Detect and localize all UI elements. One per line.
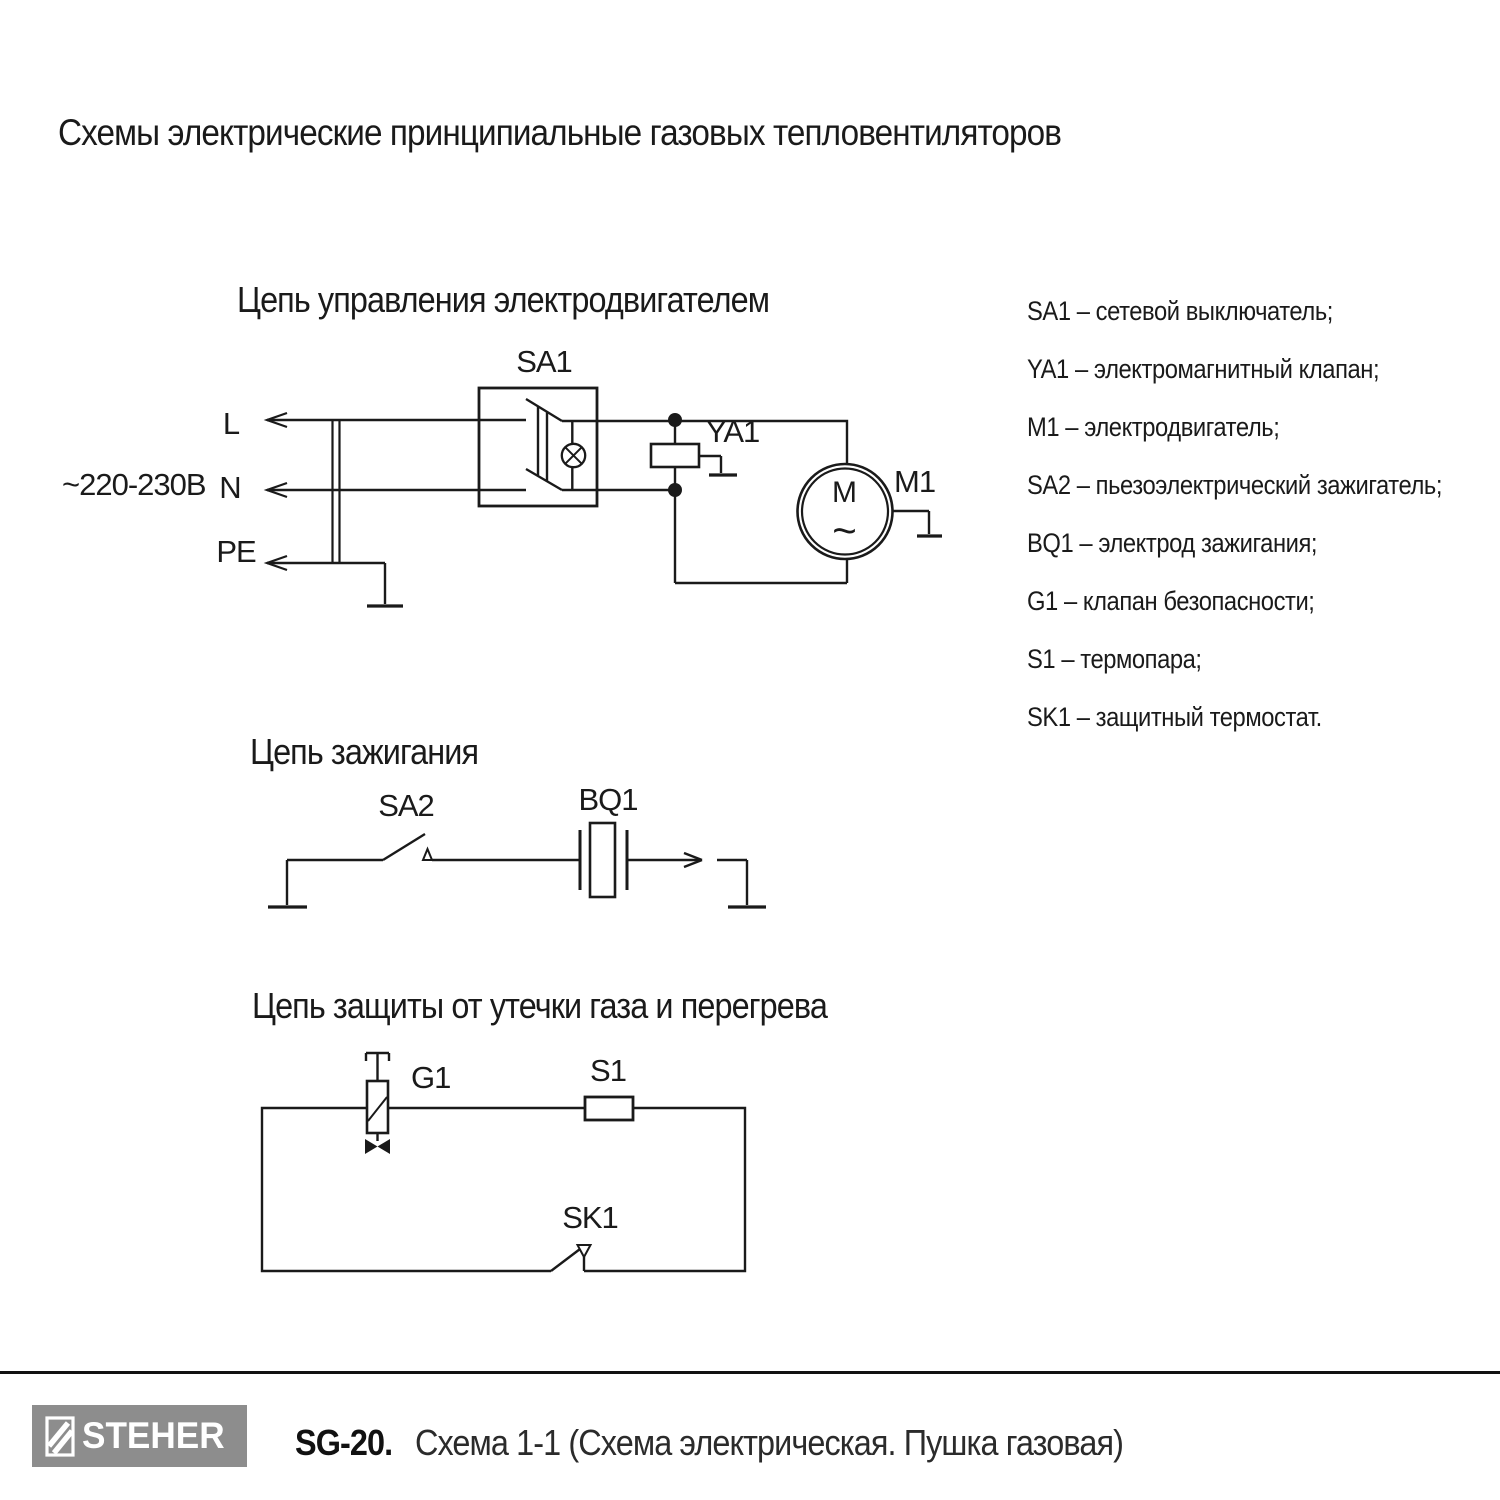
g1-label: G1 xyxy=(411,1060,451,1095)
junction-dot xyxy=(668,413,682,427)
cable-marker xyxy=(333,420,340,563)
circuit1-diagram xyxy=(40,340,960,650)
voltage-label: ~220-230В xyxy=(62,467,206,502)
legend-item-ya1: YA1 – электромагнитный клапан; xyxy=(1027,354,1380,384)
terminal-l-label: L xyxy=(222,406,240,441)
motor-letter: M xyxy=(832,476,856,509)
steher-logo-icon xyxy=(45,1416,75,1457)
sk1-label: SK1 xyxy=(562,1200,618,1235)
circuit2-diagram xyxy=(240,770,780,930)
sa2-contact-icon xyxy=(423,849,432,860)
g1-valve-bowtie-icon xyxy=(365,1139,378,1154)
terminal-arrows xyxy=(267,413,287,570)
legend-item-bq1: BQ1 – электрод зажигания; xyxy=(1027,528,1318,558)
schema-caption: Схема 1-1 (Схема электрическая. Пушка газовая) xyxy=(415,1422,1124,1463)
sa2-label: SA2 xyxy=(378,788,434,823)
ya1-label: YA1 xyxy=(706,414,760,449)
legend-item-m1: M1 – электродвигатель; xyxy=(1027,412,1280,442)
lamp-cross-icon xyxy=(565,447,582,464)
ya1-coil xyxy=(651,444,699,467)
circuit3-title: Цепь защиты от утечки газа и перегрева xyxy=(252,985,827,1026)
circuit1-title: Цепь управления электродвигателем xyxy=(237,279,770,320)
circuit2-title: Цепь зажигания xyxy=(250,731,479,772)
g1-valve-bowtie-icon xyxy=(378,1139,391,1154)
sa1-switch-blades xyxy=(526,399,562,490)
sk1-contact-icon xyxy=(578,1245,591,1257)
m1-label: M1 xyxy=(894,464,936,499)
g1-valve-body xyxy=(367,1081,388,1133)
legend-item-g1: G1 – клапан безопасности; xyxy=(1027,586,1315,616)
circuit3-diagram xyxy=(240,1040,770,1290)
terminal-n-label: N xyxy=(219,470,241,505)
model-number: SG-20. xyxy=(295,1422,393,1463)
s1-thermocouple-body xyxy=(585,1097,633,1120)
sa2-switch-blade xyxy=(383,834,425,860)
component-legend xyxy=(1027,296,1499,760)
footer-divider xyxy=(0,1371,1500,1374)
sa1-label: SA1 xyxy=(516,344,572,379)
page-title: Схемы электрические принципиальные газовых тепловентиляторов xyxy=(58,112,1062,153)
bq1-electrode-body xyxy=(590,823,615,897)
legend-item-sa1: SA1 – сетевой выключатель; xyxy=(1027,296,1333,326)
steher-logo xyxy=(32,1405,247,1467)
brand-name: STEHER xyxy=(82,1415,225,1456)
motor-ac-sign: ~ xyxy=(832,507,856,554)
junction-dot xyxy=(668,483,682,497)
footer-caption xyxy=(295,1421,1202,1465)
s1-label: S1 xyxy=(590,1053,626,1088)
legend-item-s1: S1 – термопара; xyxy=(1027,644,1202,674)
bq1-label: BQ1 xyxy=(578,782,638,817)
circuit3-loop xyxy=(262,1108,745,1271)
terminal-pe-label: PE xyxy=(216,534,256,569)
circuit2-wires xyxy=(287,860,747,905)
legend-item-sk1: SK1 – защитный термостат. xyxy=(1027,702,1322,732)
legend-item-sa2: SA2 – пьезоэлектрический зажигатель; xyxy=(1027,470,1442,500)
